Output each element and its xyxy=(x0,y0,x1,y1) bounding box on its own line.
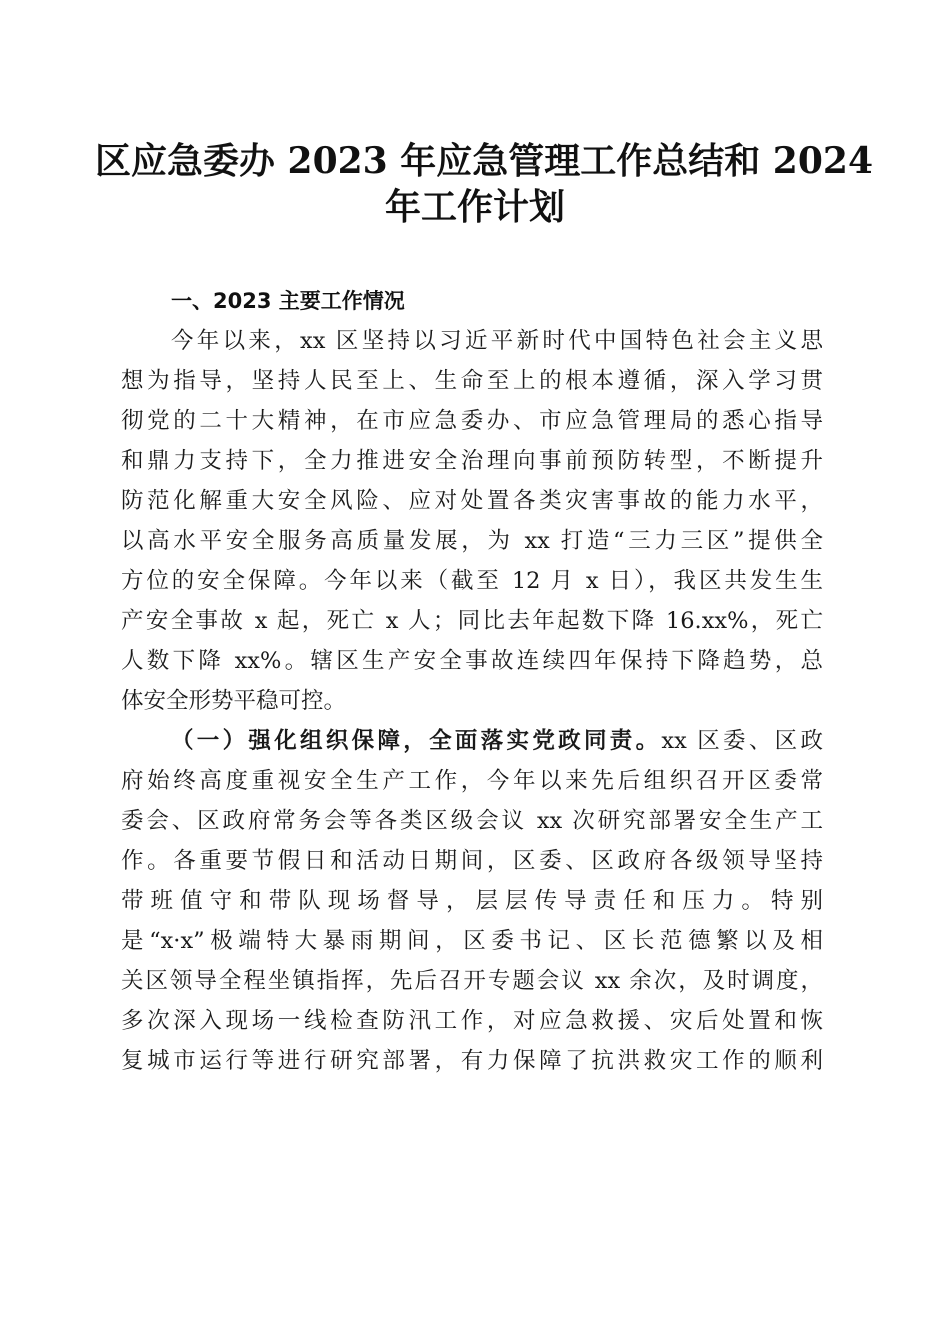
paragraph-1-line: 人数下降 xx%。辖区生产安全事故连续四年保持下降趋势，总 xyxy=(121,648,823,674)
paragraph-1-line: 防范化解重大安全风险、应对处置各类灾害事故的能力水平， xyxy=(121,488,823,514)
paragraph-1-line: 以高水平安全服务高质量发展，为 xx 打造“三力三区”提供全 xyxy=(121,528,823,554)
paragraph-2-line: 府始终高度重视安全生产工作，今年以来先后组织召开区委常 xyxy=(121,768,823,794)
title-line-2: 年工作计划 xyxy=(384,186,565,228)
paragraph-1-line: 体安全形势平稳可控。 xyxy=(121,688,347,714)
paragraph-2-first-line-rest: xx 区委、区政 xyxy=(661,728,823,754)
document-body xyxy=(121,281,823,1081)
paragraph-2-line: 关区领导全程坐镇指挥，先后召开专题会议 xx 余次，及时调度， xyxy=(121,968,823,994)
paragraph-2 xyxy=(121,721,823,1081)
paragraph-1 xyxy=(121,321,823,721)
document-title xyxy=(95,138,873,230)
paragraph-2-line: 复城市运行等进行研究部署，有力保障了抗洪救灾工作的顺利 xyxy=(121,1048,823,1074)
section-heading: 一、2023 主要工作情况 xyxy=(171,289,405,313)
paragraph-2-line: 多次深入现场一线检查防汛工作，对应急救援、灾后处置和恢 xyxy=(121,1008,823,1034)
paragraph-2-line: 委会、区政府常务会等各类区级会议 xx 次研究部署安全生产工 xyxy=(121,808,823,834)
paragraph-1-line: 今年以来，xx 区坚持以习近平新时代中国特色社会主义思 xyxy=(171,328,823,354)
paragraph-2-line: 作。各重要节假日和活动日期间，区委、区政府各级领导坚持 xyxy=(121,848,823,874)
paragraph-1-line: 产安全事故 x 起，死亡 x 人；同比去年起数下降 16.xx%，死亡 xyxy=(121,608,823,634)
paragraph-2-line: 是“x·x”极端特大暴雨期间，区委书记、区长范德繁以及相 xyxy=(121,928,823,954)
paragraph-1-line: 想为指导，坚持人民至上、生命至上的根本遵循，深入学习贯 xyxy=(121,368,823,394)
paragraph-2-line: 带班值守和带队现场督导，层层传导责任和压力。特别 xyxy=(121,888,823,914)
paragraph-1-line: 方位的安全保障。今年以来（截至 12 月 x 日），我区共发生生 xyxy=(121,568,823,594)
title-line-1: 区应急委办 2023 年应急管理工作总结和 2024 xyxy=(95,140,873,182)
paragraph-1-line: 和鼎力支持下，全力推进安全治理向事前预防转型，不断提升 xyxy=(121,448,823,474)
paragraph-2-heading: （一）强化组织保障，全面落实党政同责。 xyxy=(171,728,662,754)
paragraph-1-line: 彻党的二十大精神，在市应急委办、市应急管理局的悉心指导 xyxy=(121,408,823,434)
paragraph-2-first-line xyxy=(121,721,823,761)
